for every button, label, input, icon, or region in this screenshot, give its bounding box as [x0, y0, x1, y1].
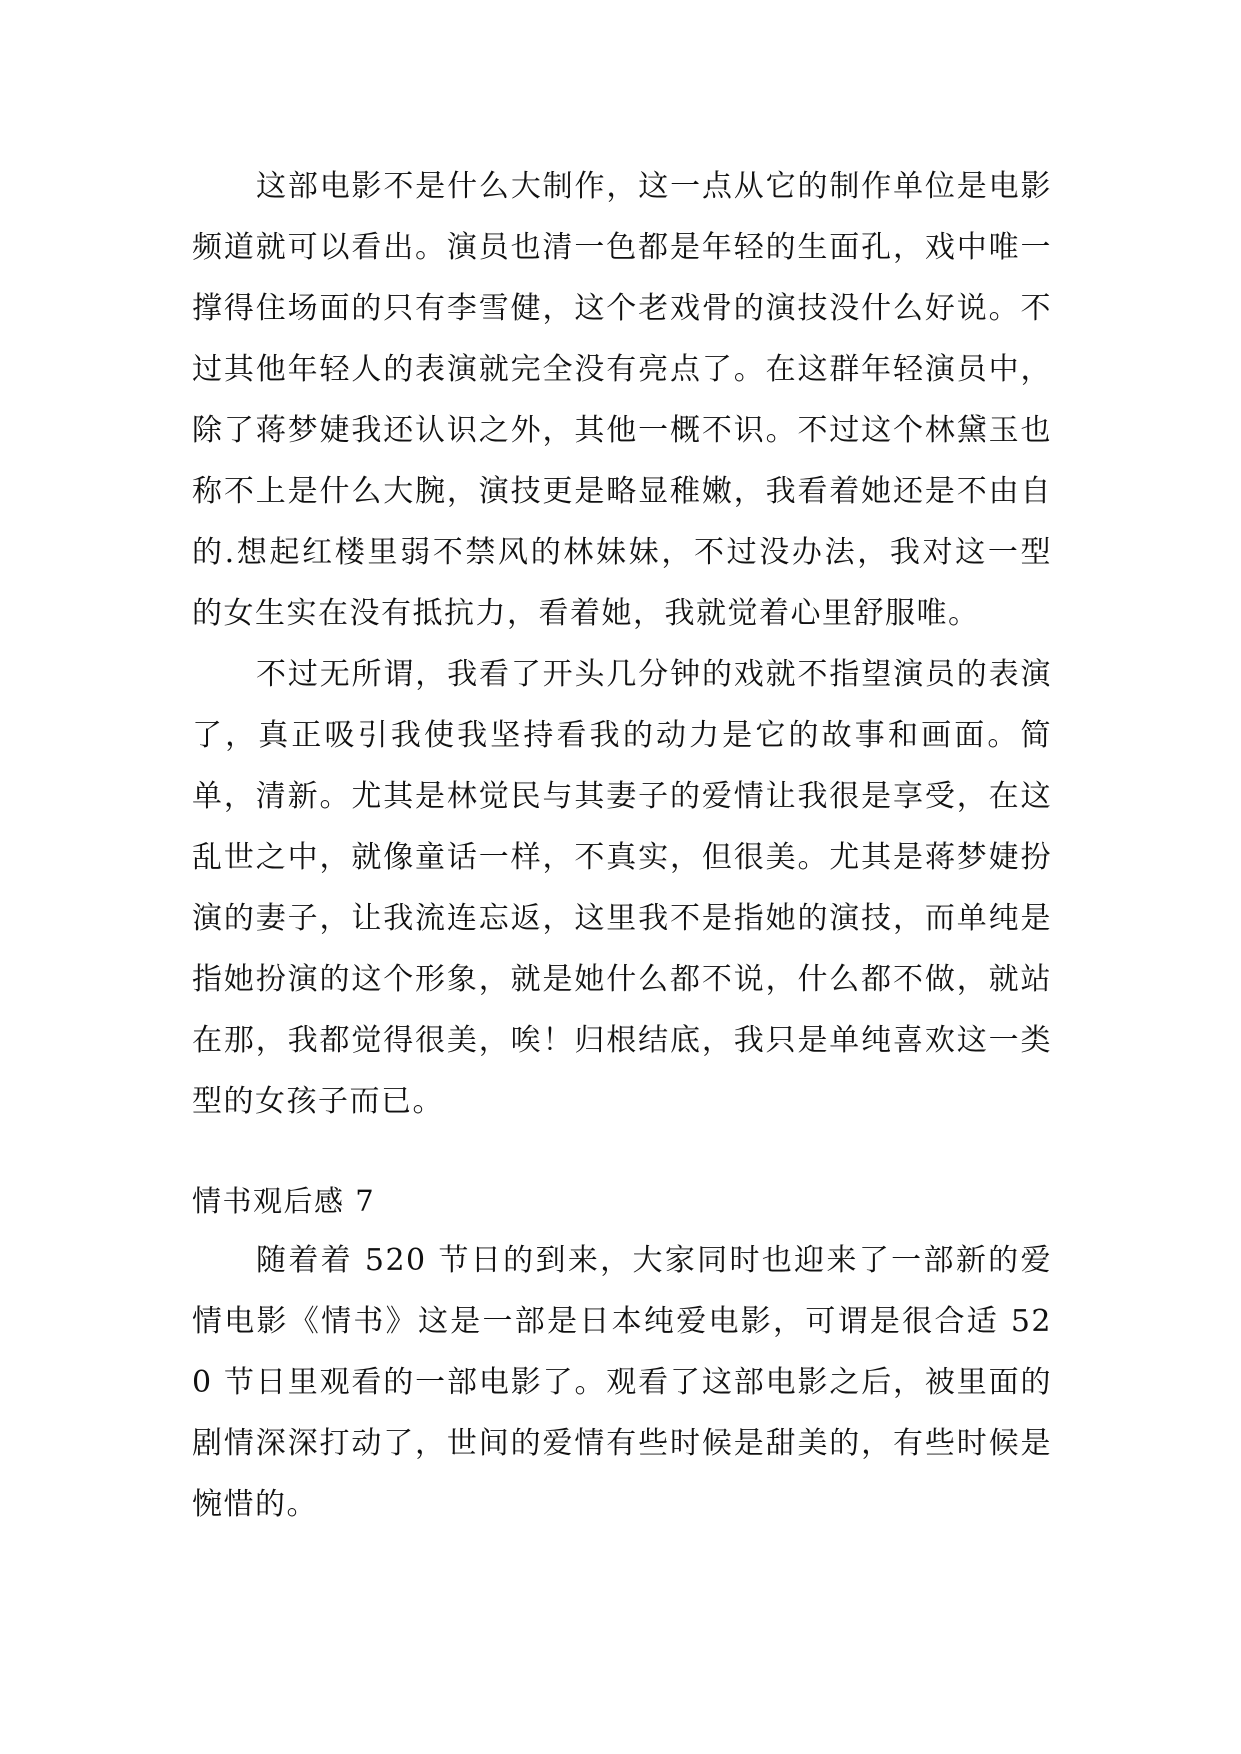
- section-heading: 情书观后感 7: [192, 1184, 376, 1218]
- section-gap: [192, 1132, 1052, 1172]
- paragraph-2: 不过无所谓，我看了开头几分钟的戏就不指望演员的表演了，真正吸引我使我坚持看我的动力是它的故事和画面。简单，清新。尤其是林觉民与其妻子的爱情让我很是享受，在这乱世之中，就像童话一样，不真实，但很美。尤其是蒋梦婕扮演的妻子，让我流连忘返，这里我不是指她的演技，而单纯是指她扮演的这个形象，就是她什么都不说，什么都不做，就站在那，我都觉得很美，唉！归根结底，我只是单纯喜欢这一类型的女孩子而已。: [192, 657, 1052, 1119]
- paragraph-1: 这部电影不是什么大制作，这一点从它的制作单位是电影频道就可以看出。演员也清一色都是年轻的生面孔，戏中唯一撑得住场面的只有李雪健，这个老戏骨的演技没什么好说。不过其他年轻人的表演就完全没有亮点了。在这群年轻演员中，除了蒋梦婕我还认识之外，其他一概不识。不过这个林黛玉也称不上是什么大腕，演技更是略显稚嫩，我看着她还是不由自的.想起红楼里弱不禁风的林妹妹，不过没办法，我对这一型的女生实在没有抵抗力，看着她，我就觉着心里舒服唯。: [192, 169, 1052, 631]
- document-page: [192, 156, 1052, 1535]
- paragraph-3: 随着着 520 节日的到来，大家同时也迎来了一部新的爱情电影《情书》这是一部是日本纯爱电影，可谓是很合适 520 节日里观看的一部电影了。观看了这部电影之后，被里面的剧情深深打动了，世间的爱情有些时候是甜美的，有些时候是惋惜的。: [192, 1243, 1052, 1522]
